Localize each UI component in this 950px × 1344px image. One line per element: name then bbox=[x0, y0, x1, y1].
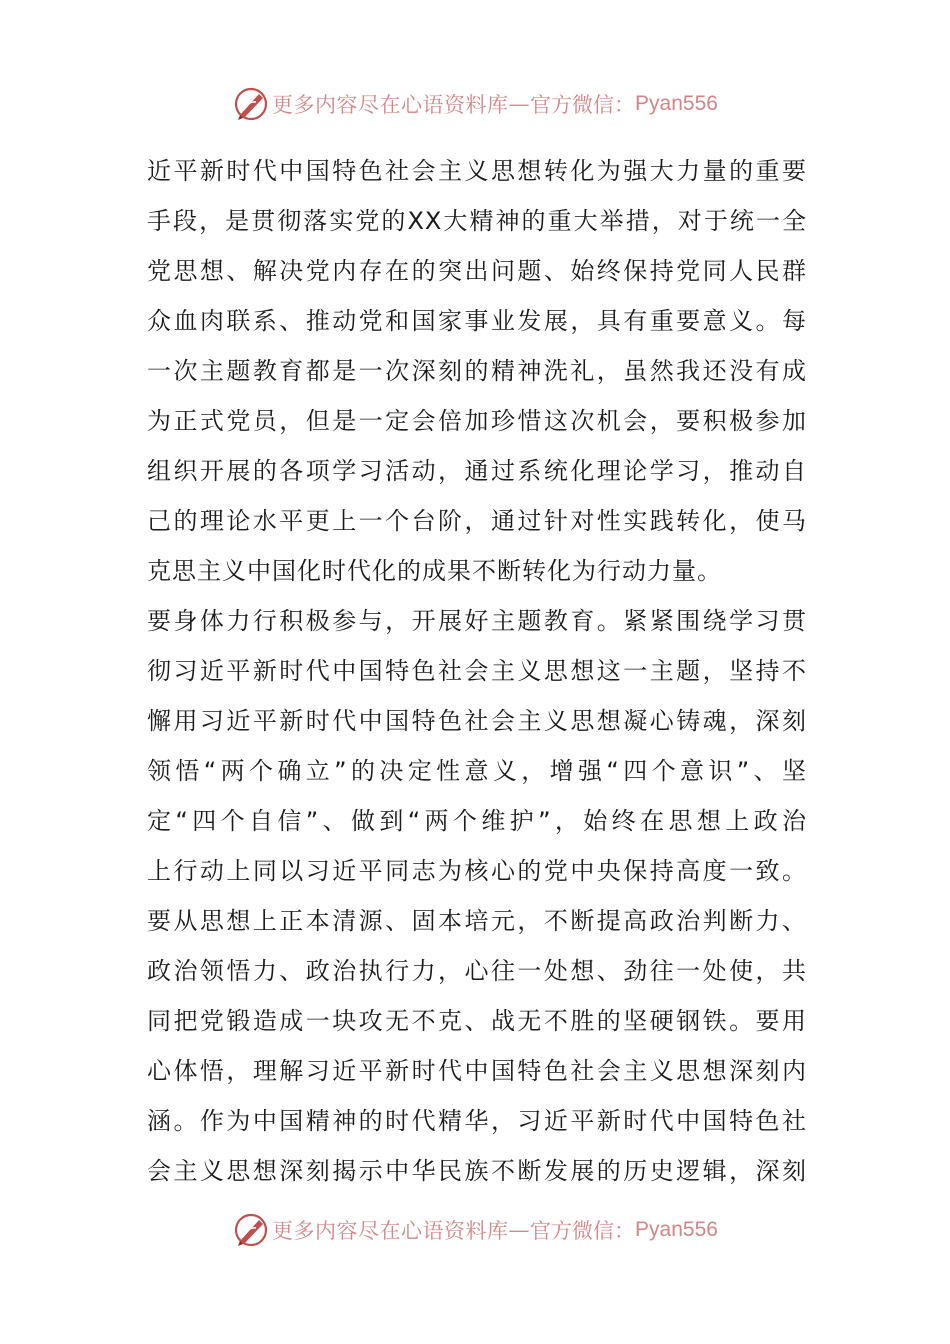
body-line: 彻习近平新时代中国特色社会主义思想这一主题，坚持不 bbox=[147, 657, 807, 685]
body-line: 己的理论水平更上一个台阶，通过针对性实践转化，使马 bbox=[147, 507, 807, 535]
body-line: 懈用习近平新时代中国特色社会主义思想凝心铸魂，深刻 bbox=[147, 707, 807, 735]
watermark-wechat-id: Pyan556 bbox=[635, 1218, 718, 1241]
watermark-wechat-label: 官方微信： bbox=[530, 93, 636, 117]
body-line: 近平新时代中国特色社会主义思想转化为强大力量的重要 bbox=[147, 157, 807, 185]
body-line: 同把党锻造成一块攻无不克、战无不胜的坚硬钢铁。要用 bbox=[147, 1007, 807, 1035]
body-line: 一次主题教育都是一次深刻的精神洗礼，虽然我还没有成 bbox=[147, 357, 807, 385]
pen-logo-icon bbox=[232, 85, 270, 123]
body-line: 定“四个自信”、做到“两个维护”，始终在思想上政治 bbox=[147, 807, 807, 835]
body-line: 克思主义中国化时代化的成果不断转化为行动力量。 bbox=[147, 557, 722, 585]
body-line: 涵。作为中国精神的时代精华，习近平新时代中国特色社 bbox=[147, 1107, 807, 1135]
body-line: 要从思想上正本清源、固本培元，不断提高政治判断力、 bbox=[147, 907, 807, 935]
footer-watermark-banner bbox=[0, 1208, 950, 1252]
watermark-dash: — bbox=[508, 92, 531, 116]
watermark-brand-text: 更多内容尽在心语资料库 bbox=[272, 1219, 509, 1243]
watermark-wechat-label: 官方微信： bbox=[530, 1219, 636, 1243]
body-line: 会主义思想深刻揭示中华民族不断发展的历史逻辑，深刻 bbox=[147, 1157, 807, 1185]
body-line: 手段，是贯彻落实党的XX大精神的重大举措，对于统一全 bbox=[147, 207, 807, 235]
document-body bbox=[147, 146, 807, 1196]
body-line: 组织开展的各项学习活动，通过系统化理论学习，推动自 bbox=[147, 457, 807, 485]
body-line: 心体悟，理解习近平新时代中国特色社会主义思想深刻内 bbox=[147, 1057, 807, 1085]
pen-logo-icon bbox=[232, 1211, 270, 1249]
watermark-wechat-id: Pyan556 bbox=[635, 92, 718, 115]
body-line: 要身体力行积极参与，开展好主题教育。紧紧围绕学习贯 bbox=[147, 607, 807, 635]
header-watermark-banner bbox=[0, 82, 950, 126]
body-line: 政治领悟力、政治执行力，心往一处想、劲往一处使，共 bbox=[147, 957, 807, 985]
body-line: 党思想、解决党内存在的突出问题、始终保持党同人民群 bbox=[147, 257, 807, 285]
body-line: 领悟“两个确立”的决定性意义，增强“四个意识”、坚 bbox=[147, 757, 807, 785]
watermark-dash: — bbox=[508, 1218, 531, 1242]
body-line: 众血肉联系、推动党和国家事业发展，具有重要意义。每 bbox=[147, 307, 807, 335]
body-line: 为正式党员，但是一定会倍加珍惜这次机会，要积极参加 bbox=[147, 407, 807, 435]
body-line: 上行动上同以习近平同志为核心的党中央保持高度一致。 bbox=[147, 857, 807, 885]
watermark-brand-text: 更多内容尽在心语资料库 bbox=[272, 93, 509, 117]
